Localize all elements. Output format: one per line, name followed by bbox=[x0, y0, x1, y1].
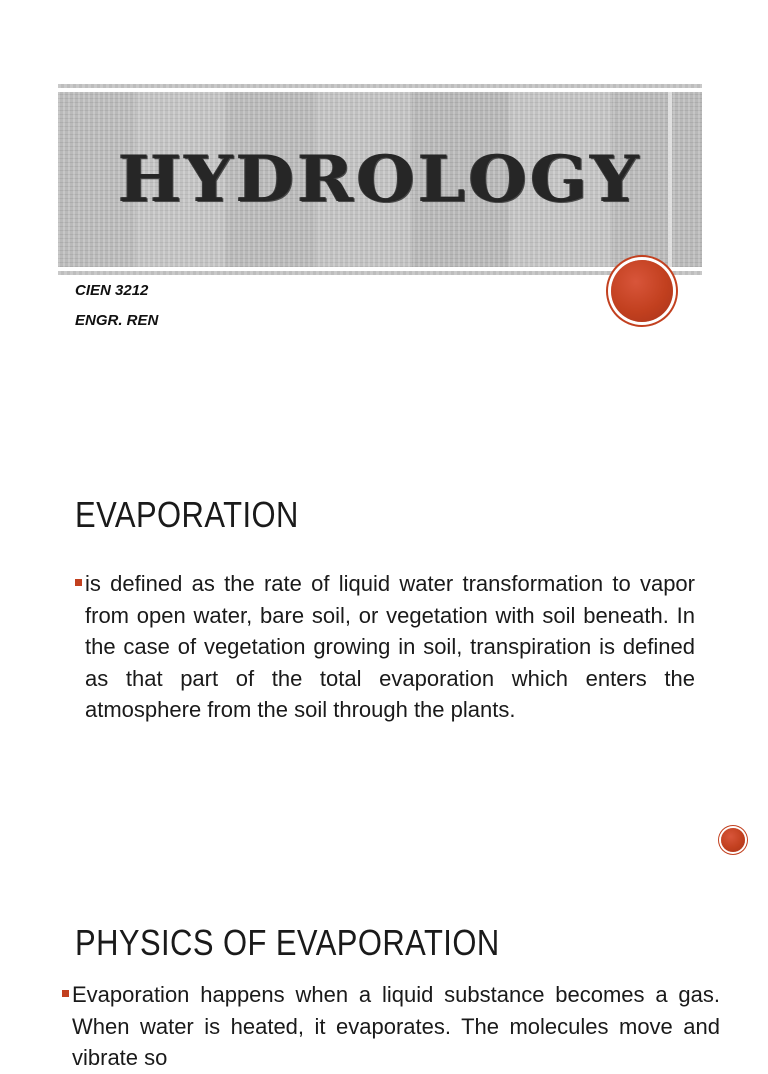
course-code: CIEN 3212 bbox=[75, 282, 149, 299]
instructor-name: ENGR. REN bbox=[75, 312, 159, 329]
bullet-square-icon bbox=[75, 579, 82, 586]
section-heading: EVAPORATION bbox=[75, 494, 299, 535]
slide-title: HYDROLOGY bbox=[118, 142, 642, 217]
banner-edge-stripe bbox=[668, 92, 672, 267]
accent-circle-small-icon bbox=[721, 828, 745, 852]
bullet-text: is defined as the rate of liquid water transformation to vapor from open water, bare soil, or vegetation with soil beneath. In the case of vegetation growing in soil, transpiration is defined as that part of the total evaporation which enters the atmosphere from the soil through the plants. bbox=[85, 571, 695, 722]
title-slide bbox=[0, 0, 768, 430]
bullet-item bbox=[62, 979, 720, 1074]
section-heading: PHYSICS OF EVAPORATION bbox=[75, 922, 500, 963]
evaporation-slide bbox=[0, 430, 768, 870]
physics-slide bbox=[0, 870, 768, 1070]
title-banner bbox=[58, 92, 702, 267]
bullet-item bbox=[75, 568, 695, 726]
banner-top-rule bbox=[58, 84, 702, 88]
banner-bottom-rule bbox=[58, 271, 702, 275]
accent-circle-icon bbox=[611, 260, 673, 322]
bullet-text: Evaporation happens when a liquid substance becomes a gas. When water is heated, it evaporates. The molecules move and vibrate so bbox=[72, 982, 720, 1070]
bullet-square-icon bbox=[62, 990, 69, 997]
